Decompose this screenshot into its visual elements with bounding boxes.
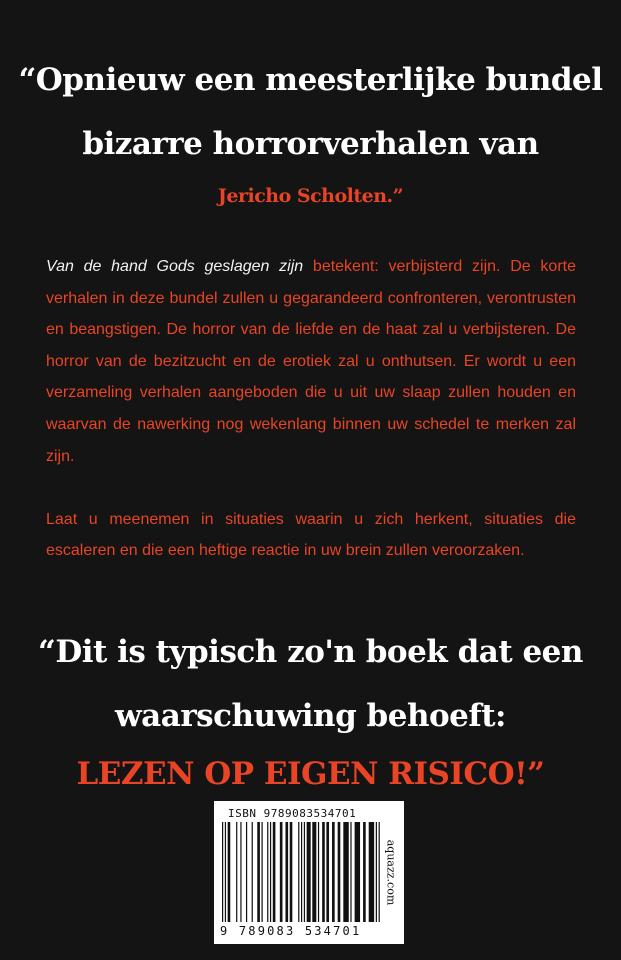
barcode-bar: [343, 822, 348, 922]
barcode-bar: [332, 822, 335, 922]
barcode-bar: [290, 822, 293, 922]
barcode-bar: [379, 822, 380, 922]
barcode-bar: [273, 822, 276, 922]
blurb-paragraph-2: Laat u meenemen in situaties waarin u zich herkent, situaties die escaleren en die een heftige reactie in uw brein zullen veroorzaken.: [46, 510, 576, 560]
isbn-label: ISBN 9789083534701: [228, 807, 357, 820]
barcode-bar: [222, 822, 223, 922]
barcode-bar: [355, 822, 360, 922]
barcode-bar: [307, 822, 311, 922]
barcode-bar: [312, 822, 316, 922]
barcode-bar: [280, 822, 283, 922]
barcode-bar: [369, 822, 374, 922]
barcode-bar: [298, 822, 299, 922]
barcode-bar: [350, 822, 351, 922]
blurb-paragraph-1: [46, 251, 576, 472]
barcode-bar: [262, 822, 263, 922]
barcode-bar: [376, 822, 377, 922]
quote-line-2: bizarre horrorverhalen van: [82, 126, 539, 162]
blurb-title-phrase: Van de hand Gods geslagen zijn: [46, 258, 304, 275]
quote2-line-2: waarschuwing behoeft:: [114, 698, 506, 734]
barcode-bar: [301, 822, 302, 922]
barcode-bar: [267, 822, 268, 922]
quote-line-1: “Opnieuw een meesterlijke bundel: [18, 62, 603, 98]
barcode-bar: [304, 822, 305, 922]
barcode-bar: [257, 822, 260, 922]
barcode-bar: [270, 822, 271, 922]
barcode-panel: [214, 801, 404, 944]
barcode-bar: [240, 822, 241, 922]
barcode-bar: [338, 822, 341, 922]
back-cover-blurb: [46, 251, 576, 567]
barcode-bar: [363, 822, 366, 922]
barcode: [222, 822, 380, 922]
publisher-imprint: [382, 807, 400, 937]
quote-author: Jericho Scholten.”: [217, 185, 404, 207]
barcode-bar: [228, 822, 231, 922]
publisher-url: aquazz.com: [384, 839, 398, 905]
isbn-digits: 9 789083 534701: [220, 924, 362, 938]
barcode-bar: [236, 822, 237, 922]
barcode-bar: [285, 822, 288, 922]
quote2-line-1: “Dit is typisch zo'n boek dat een: [38, 634, 583, 670]
blurb-intro-text: betekent: verbijsterd zijn. De korte verhalen in deze bundel zullen u gegarandeerd confronteren, verontrusten en beangstigen. De horror van de liefde en de haat zal u verbijsteren. De horror van de bezitzucht en de erotiek zal u onthutsen. Er wordt u een verzameling verhalen aangeboden die u uit uw slaap zullen houden en waarvan de nawerking nog wekenlang binnen uw schedel te merken zal zijn.: [46, 258, 576, 465]
barcode-bar: [252, 822, 253, 922]
barcode-bar: [326, 822, 329, 922]
barcode-bar: [225, 822, 226, 922]
barcode-bar: [318, 822, 319, 922]
warning-line: LEZEN OP EIGEN RISICO!”: [76, 756, 545, 792]
barcode-bar: [246, 822, 247, 922]
barcode-bar: [322, 822, 325, 922]
